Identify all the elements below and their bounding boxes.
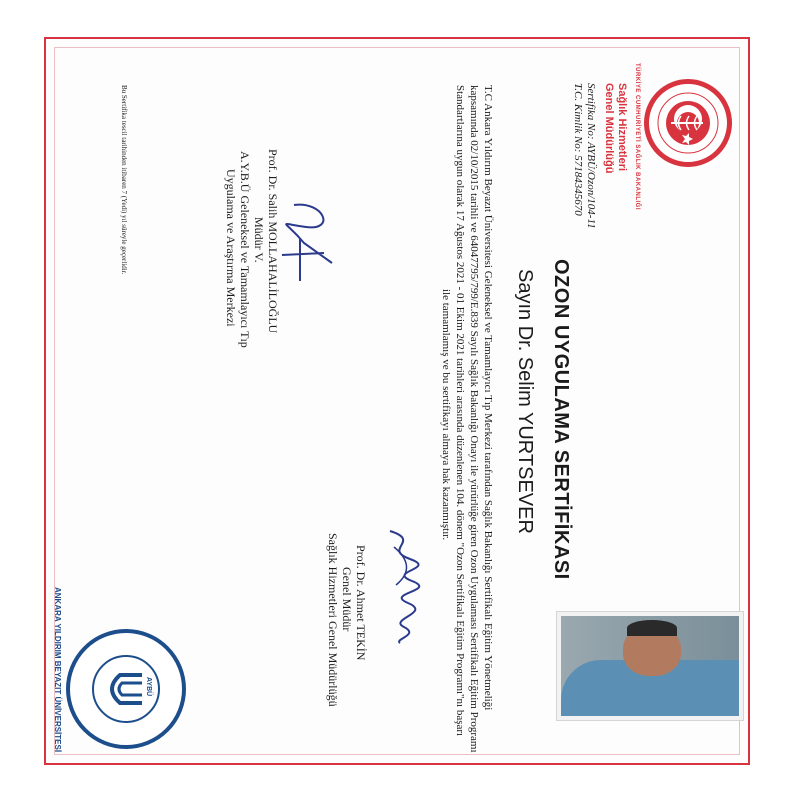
body-text-line1: T.C Ankara Yıldırım Beyazıt Üniversitesi Geleneksel ve Tamamlayıcı Tıp Merkezi tarafından Sağlık Bakanlığı Sertifikalı Eğitim Yönetmeliği [482, 85, 494, 711]
validity-footnote: Bu Sertifika tescil tarihinden itibaren 7 (Yedi) yıl süreyle geçerlidir. [120, 85, 128, 275]
signature-left-icon [274, 191, 344, 291]
ministry-seal-emblem-icon [649, 84, 727, 162]
ministry-name-line2: Genel Müdürlüğü [603, 83, 615, 174]
body-text-line2: kapsamında 02/10/2015 tarihli ve 64047795/799/E.839 Sayılı Sağlık Bakanlığı Onayı ile yürürlüğe giren Ozon Uygulaması Sertifikalı Eğitim Programı [468, 85, 480, 753]
university-abbr: AYBÜ [145, 677, 152, 697]
tc-identity-number: T.C. Kimlik No: 57184345670 [572, 83, 584, 216]
certificate-frame [44, 37, 750, 765]
ministry-name-line1: Sağlık Hizmetleri [616, 83, 628, 172]
ministry-seal-text: TÜRKİYE CUMHURİYETİ SAĞLIK BAKANLIĞI [634, 63, 640, 210]
certificate-number: Sertifika No: AYBÜ/Ozon/104-11 [585, 83, 597, 229]
university-seal [66, 629, 186, 749]
right-signatory-title: Genel Müdür [340, 567, 354, 632]
body-text-line3: Standartlarına uygun olarak 17 Ağustos 2021 - 01 Ekim 2021 tarihleri arasında düzenlenen 104. dönem "Ozon Sertifikalı Eğitim Programı"nı başarı [454, 85, 466, 737]
recipient-name: Sayın Dr. Selim YURTSEVER [514, 269, 536, 534]
certificate-title: OZON UYGULAMA SERTİFİKASI [550, 259, 572, 580]
right-signatory-name: Prof. Dr. Ahmet TEKİN [354, 545, 368, 661]
university-seal-text: ANKARA YILDIRIM BEYAZIT ÜNİVERSİTESİ [53, 587, 62, 753]
body-text-line4: ile tamamlamış ve bu sertifikayı almaya hak kazanmıştır. [440, 289, 452, 541]
photo-hair [627, 620, 677, 636]
certificate-content [46, 39, 752, 767]
signature-right-icon [374, 527, 430, 647]
left-signatory-org1: A.Y.B.Ü Geleneksel ve Tamamlayıcı Tıp [238, 151, 252, 348]
right-signatory-org: Sağlık Hizmetleri Genel Müdürlüğü [326, 533, 340, 707]
ministry-seal [644, 79, 732, 167]
university-emblem-icon [70, 633, 182, 745]
left-signatory-title: Müdür V. [252, 217, 266, 263]
left-signatory-org2: Uygulama ve Araştırma Merkezi [224, 169, 238, 327]
left-signatory-name: Prof. Dr. Salih MOLLAHALİLOĞLU [266, 149, 280, 334]
recipient-photo [556, 611, 744, 721]
